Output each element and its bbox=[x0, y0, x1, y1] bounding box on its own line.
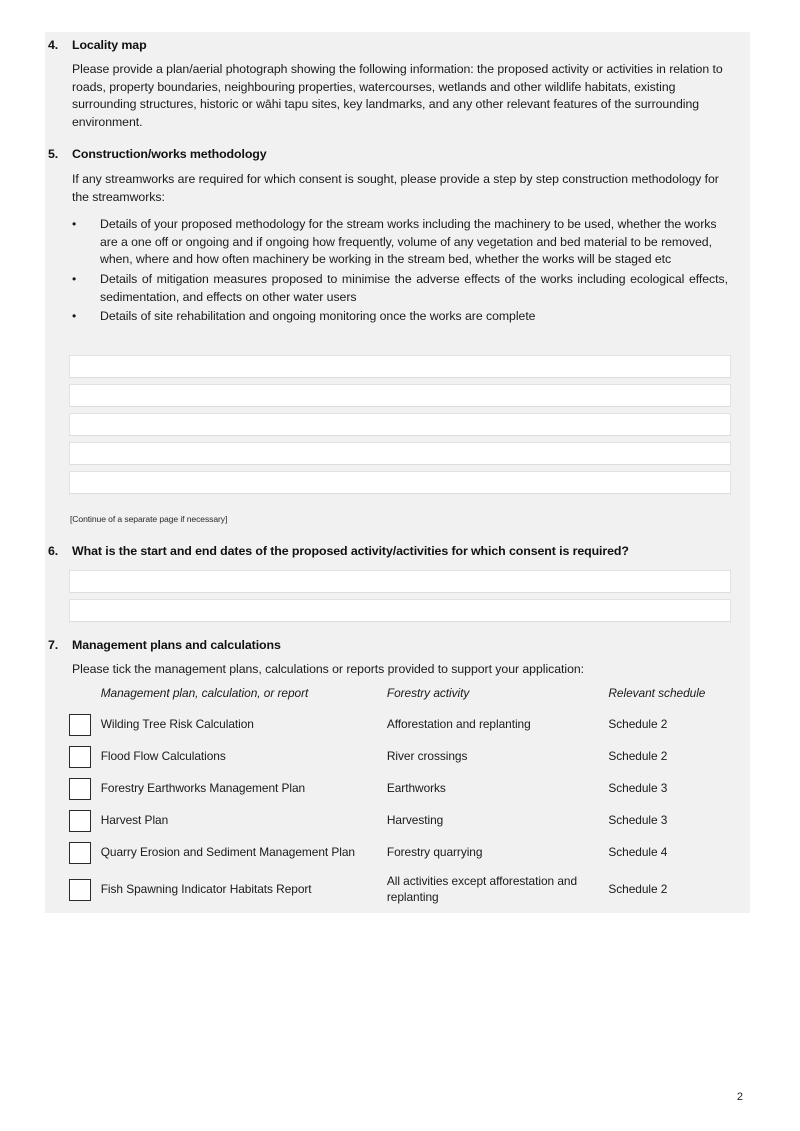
list-item-text: Details of mitigation measures proposed to minimise the adverse effects of the works including ecological effects, sedimentation, and effects on other water users bbox=[100, 271, 728, 304]
date-input-line[interactable] bbox=[69, 599, 731, 622]
bullet-icon: • bbox=[72, 271, 77, 286]
answer-input-line[interactable] bbox=[69, 442, 731, 465]
checkbox-quarry-erosion-and-sediment-management-plan[interactable] bbox=[69, 842, 91, 864]
streamworks-requirements-list bbox=[72, 216, 728, 326]
list-item bbox=[72, 308, 728, 326]
management-plans-table bbox=[69, 686, 734, 910]
document-content-panel bbox=[45, 32, 750, 913]
table-header-plan: Management plan, calculation, or report bbox=[100, 686, 309, 700]
answer-input-line[interactable] bbox=[69, 355, 731, 378]
section-6-heading bbox=[45, 544, 750, 558]
checkbox-cell bbox=[69, 869, 101, 910]
section-4-title: Locality map bbox=[72, 38, 147, 52]
plan-name: Wilding Tree Risk Calculation bbox=[100, 717, 254, 732]
section-4-body: Please provide a plan/aerial photograph showing the following information: the proposed activity or activities in relation to roads, property boundaries, neighbouring properties, watercourses, wetlands and other wildlife habitats, existing surrounding structures, historic or wāhi tapu sites, key landmarks, and any other relevant features of the surrounding environment. bbox=[72, 62, 723, 129]
bullet-icon: • bbox=[72, 309, 77, 324]
forestry-activity: Earthworks bbox=[386, 781, 446, 796]
plan-name: Forestry Earthworks Management Plan bbox=[100, 781, 306, 796]
answer-input-line[interactable] bbox=[69, 413, 731, 436]
table-row bbox=[69, 869, 734, 910]
table-row bbox=[69, 773, 734, 805]
section-7-title: Management plans and calculations bbox=[72, 638, 281, 652]
section-construction-methodology bbox=[45, 147, 750, 328]
plan-name: Harvest Plan bbox=[100, 813, 169, 828]
checkbox-forestry-earthworks-management-plan[interactable] bbox=[69, 778, 91, 800]
forestry-activity: River crossings bbox=[386, 749, 468, 764]
plan-name: Flood Flow Calculations bbox=[100, 749, 226, 764]
list-item-text: Details of site rehabilitation and ongoing monitoring once the works are complete bbox=[100, 309, 536, 324]
relevant-schedule: Schedule 2 bbox=[608, 749, 668, 764]
relevant-schedule: Schedule 4 bbox=[608, 845, 668, 860]
section-management-plans bbox=[45, 638, 750, 679]
section-locality-map bbox=[45, 38, 750, 131]
section-activity-dates bbox=[45, 544, 750, 558]
forestry-activity: Afforestation and replanting bbox=[386, 717, 531, 732]
forestry-activity: Harvesting bbox=[386, 813, 444, 828]
section-5-body: If any streamworks are required for which consent is sought, please provide a step by step construction methodology for the streamworks: bbox=[72, 172, 719, 204]
section-7-heading bbox=[45, 638, 750, 652]
section-5-title: Construction/works methodology bbox=[72, 147, 267, 161]
answer-input-line[interactable] bbox=[69, 471, 731, 494]
plan-name: Fish Spawning Indicator Habitats Report bbox=[100, 881, 312, 896]
bullet-icon: • bbox=[72, 217, 77, 232]
checkbox-cell bbox=[69, 805, 101, 837]
table-header-checkbox bbox=[69, 686, 101, 709]
date-input-line[interactable] bbox=[69, 570, 731, 593]
section-6-answer-fields bbox=[69, 570, 731, 628]
section-6-title: What is the start and end dates of the proposed activity/activities for which consent is required? bbox=[72, 544, 629, 558]
section-4-number: 4. bbox=[48, 38, 59, 52]
table-header-schedule: Relevant schedule bbox=[608, 686, 706, 700]
list-item bbox=[72, 271, 728, 306]
page-number: 2 bbox=[736, 1091, 743, 1103]
section-4-heading bbox=[45, 38, 750, 52]
relevant-schedule: Schedule 2 bbox=[608, 881, 668, 896]
relevant-schedule: Schedule 3 bbox=[608, 813, 668, 828]
forestry-activity: All activities except afforestation and replanting bbox=[386, 874, 578, 904]
table-row bbox=[69, 709, 734, 741]
forestry-activity: Forestry quarrying bbox=[386, 845, 483, 860]
table-row bbox=[69, 805, 734, 837]
table-header-row bbox=[69, 686, 734, 709]
section-7-number: 7. bbox=[48, 638, 59, 652]
section-5-heading bbox=[45, 147, 750, 161]
answer-input-line[interactable] bbox=[69, 384, 731, 407]
section-5-number: 5. bbox=[48, 147, 59, 161]
table-row bbox=[69, 837, 734, 869]
checkbox-cell bbox=[69, 709, 101, 741]
checkbox-fish-spawning-indicator-habitats-report[interactable] bbox=[69, 879, 91, 901]
continue-note: [Continue of a separate page if necessary] bbox=[70, 514, 228, 524]
relevant-schedule: Schedule 2 bbox=[608, 717, 668, 732]
checkbox-cell bbox=[69, 837, 101, 869]
checkbox-cell bbox=[69, 741, 101, 773]
table-row bbox=[69, 741, 734, 773]
checkbox-wilding-tree-risk-calculation[interactable] bbox=[69, 714, 91, 736]
table-header-activity: Forestry activity bbox=[386, 686, 470, 700]
checkbox-harvest-plan[interactable] bbox=[69, 810, 91, 832]
list-item bbox=[72, 216, 728, 269]
section-5-answer-fields bbox=[69, 355, 731, 500]
section-7-body: Please tick the management plans, calculations or reports provided to support your application: bbox=[72, 662, 585, 676]
list-item-text: Details of your proposed methodology for the stream works including the machinery to be used, whether the works are a one off or ongoing and if ongoing how frequently, volume of any vegetation and bed material to be removed, when, where and how often machinery be working in the stream bed, whether the works will be staged etc bbox=[100, 217, 717, 267]
section-6-number: 6. bbox=[48, 544, 59, 558]
checkbox-cell bbox=[69, 773, 101, 805]
relevant-schedule: Schedule 3 bbox=[608, 781, 668, 796]
checkbox-flood-flow-calculations[interactable] bbox=[69, 746, 91, 768]
plan-name: Quarry Erosion and Sediment Management Plan bbox=[100, 845, 355, 860]
